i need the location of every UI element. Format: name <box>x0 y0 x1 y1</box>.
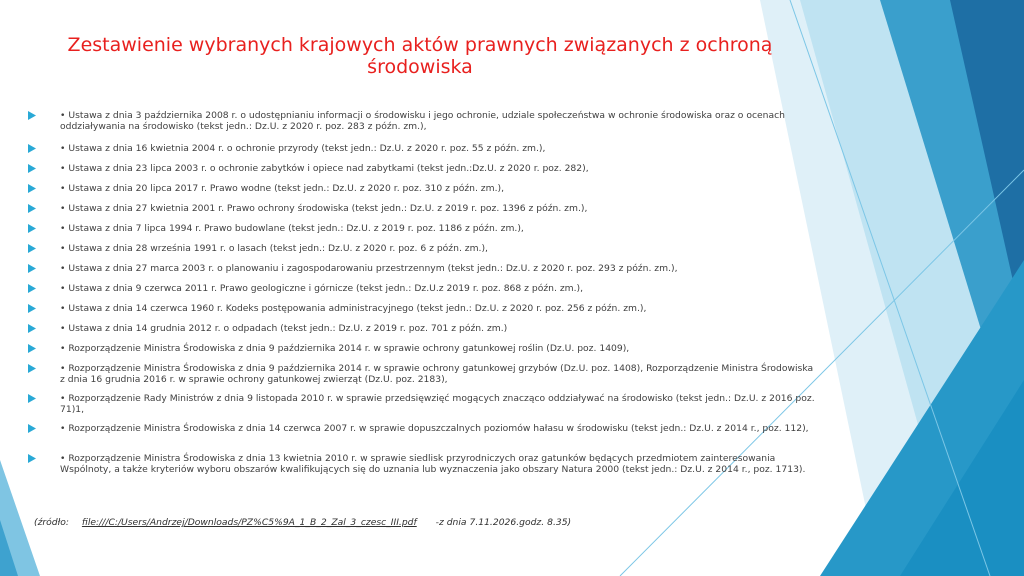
arrowhead-bullet-icon <box>28 184 36 193</box>
list-item <box>28 323 820 334</box>
list-item <box>28 363 820 385</box>
arrowhead-bullet-icon <box>28 111 36 120</box>
list-item-text: • Ustawa z dnia 28 września 1991 r. o lasach (tekst jedn.: Dz.U. z 2020 r. poz. 6 z późn. zm.), <box>60 243 488 254</box>
source-date: -z dnia 7.11.2026.godz. 8.35) <box>435 517 572 528</box>
arrowhead-bullet-icon <box>28 364 36 373</box>
list-item-text: • Rozporządzenie Ministra Środowiska z dnia 13 kwietnia 2010 r. w sprawie siedlisk przyrodniczych oraz gatunków będących przedmiotem zainteresowania Wspólnoty, a także kryteriów wyboru obszarów kwalifikujących się do uznania lub wyznaczenia jako obszary Natura 2000 (tekst jedn.: Dz.U. z 2014 r., poz. 1713). <box>60 453 806 475</box>
list-item <box>28 423 820 434</box>
list-item <box>28 343 820 354</box>
arrowhead-bullet-icon <box>28 304 36 313</box>
arrowhead-bullet-icon <box>28 454 36 463</box>
arrowhead-bullet-icon <box>28 204 36 213</box>
list-item <box>28 223 820 234</box>
slide-title: Zestawienie wybranych krajowych aktów prawnych związanych z ochroną środowiska <box>67 34 773 78</box>
list-item-text: • Rozporządzenie Ministra Środowiska z dnia 9 października 2014 r. w sprawie ochrony gatunkowej grzybów (Dz.U. poz. 1408), Rozporządzenie Ministra Środowiska z dnia 16 grudnia 2016 r. w sprawie ochrony gatunkowej zwierząt (Dz.U. poz. 2183), <box>60 363 814 385</box>
source-label: (źródło: <box>34 517 69 528</box>
list-item-text: • Ustawa z dnia 14 grudnia 2012 r. o odpadach (tekst jedn.: Dz.U. z 2019 r. poz. 701 z późn. zm.) <box>60 323 508 334</box>
list-item-text: • Ustawa z dnia 14 czerwca 1960 r. Kodeks postępowania administracyjnego (tekst jedn.: Dz.U. z 2020 r. poz. 256 z późn. zm.), <box>60 303 647 314</box>
list-item <box>28 283 820 294</box>
arrowhead-bullet-icon <box>28 394 36 403</box>
list-item-text: • Rozporządzenie Ministra Środowiska z dnia 9 października 2014 r. w sprawie ochrony gatunkowej roślin (Dz.U. poz. 1409), <box>60 343 630 354</box>
list-item <box>28 243 820 254</box>
arrowhead-bullet-icon <box>28 424 36 433</box>
list-item-text: • Ustawa z dnia 7 lipca 1994 r. Prawo budowlane (tekst jedn.: Dz.U. z 2019 r. poz. 1186 z późn. zm.), <box>60 223 524 234</box>
source-note <box>34 517 571 528</box>
list-item-text: • Ustawa z dnia 23 lipca 2003 r. o ochronie zabytków i opiece nad zabytkami (tekst jedn.:Dz.U. z 2020 r. poz. 282), <box>60 163 589 174</box>
list-item-text: • Rozporządzenie Rady Ministrów z dnia 9 listopada 2010 r. w sprawie przedsięwzięć mogących znacząco oddziaływać na środowisko (tekst jedn.: Dz.U. z 2016 poz. 71)1, <box>60 393 815 415</box>
arrowhead-bullet-icon <box>28 224 36 233</box>
list-item-text: • Ustawa z dnia 27 marca 2003 r. o planowaniu i zagospodarowaniu przestrzennym (tekst jedn.: Dz.U. z 2020 r. poz. 293 z późn. zm.), <box>60 263 678 274</box>
list-item <box>28 393 820 415</box>
list-item <box>28 453 820 475</box>
source-link[interactable]: file:///C:/Users/Andrzej/Downloads/PZ%C5%9A_1_B_2_Zal_3_czesc_III.pdf <box>81 517 417 528</box>
list-item-text: • Ustawa z dnia 9 czerwca 2011 r. Prawo geologiczne i górnicze (tekst jedn.: Dz.U.z 2019 r. poz. 868 z późn. zm.), <box>60 283 584 294</box>
arrowhead-bullet-icon <box>28 344 36 353</box>
list-item <box>28 110 820 132</box>
arrowhead-bullet-icon <box>28 244 36 253</box>
list-item-text: • Ustawa z dnia 20 lipca 2017 r. Prawo wodne (tekst jedn.: Dz.U. z 2020 r. poz. 310 z późn. zm.), <box>60 183 504 194</box>
list-item <box>28 183 820 194</box>
arrowhead-bullet-icon <box>28 284 36 293</box>
list-item <box>28 263 820 274</box>
list-item-text: • Ustawa z dnia 3 października 2008 r. o udostępnianiu informacji o środowisku i jego ochronie, udziale społeczeństwa w ochronie środowiska oraz o ocenach oddziaływania na środowisko (tekst jedn.: Dz.U. z 2020 r. poz. 283 z późn. zm.), <box>60 110 786 132</box>
list-item <box>28 203 820 214</box>
list-item-text: • Ustawa z dnia 27 kwietnia 2001 r. Prawo ochrony środowiska (tekst jedn.: Dz.U. z 2019 r. poz. 1396 z późn. zm.), <box>60 203 588 214</box>
list-item-text: • Rozporządzenie Ministra Środowiska z dnia 14 czerwca 2007 r. w sprawie dopuszczalnych poziomów hałasu w środowisku (tekst jedn.: Dz.U. z 2014 r., poz. 112), <box>60 423 809 434</box>
list-item <box>28 163 820 174</box>
arrowhead-bullet-icon <box>28 324 36 333</box>
arrowhead-bullet-icon <box>28 264 36 273</box>
arrowhead-bullet-icon <box>28 144 36 153</box>
arrowhead-bullet-icon <box>28 164 36 173</box>
list-item-text: • Ustawa z dnia 16 kwietnia 2004 r. o ochronie przyrody (tekst jedn.: Dz.U. z 2020 r. poz. 55 z późn. zm.), <box>60 143 546 154</box>
list-item <box>28 303 820 314</box>
list-item <box>28 143 820 154</box>
